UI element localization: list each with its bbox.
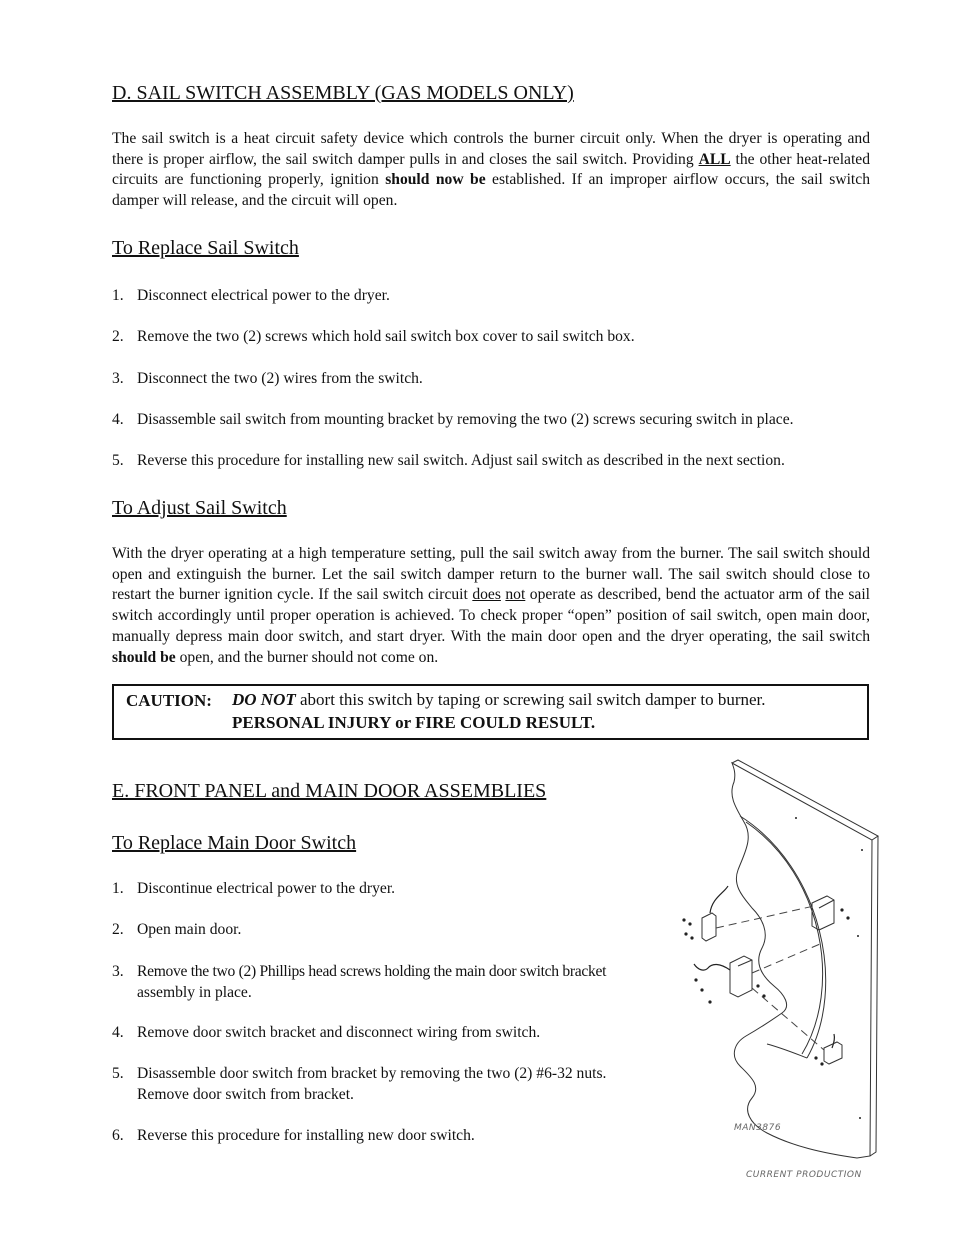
list-item: 4. Disassemble sail switch from mounting bracket by removing the two (2) screws securing switch in place. [112, 411, 794, 428]
list-item: 3. Remove the two (2) Phillips head screws holding the main door switch bracket assembly in place. [112, 963, 607, 1001]
figure-code: MAN3876 [734, 1123, 782, 1133]
adjust-sail-switch-heading: To Adjust Sail Switch [112, 497, 287, 519]
list-item: 6. Reverse this procedure for installing new door switch. [112, 1127, 475, 1144]
list-item: 4. Remove door switch bracket and disconnect wiring from switch. [112, 1024, 541, 1041]
caution-warning: PERSONAL INJURY or FIRE COULD RESULT. [232, 713, 596, 732]
list-item: 3. Disconnect the two (2) wires from the switch. [112, 370, 423, 387]
section-e-heading: E. FRONT PANEL and MAIN DOOR ASSEMBLIES [112, 780, 547, 802]
section-d-heading: D. SAIL SWITCH ASSEMBLY (GAS MODELS ONLY) [112, 82, 574, 104]
figure-caption: CURRENT PRODUCTION [746, 1170, 862, 1180]
caution-box [112, 684, 869, 740]
list-item: 1. Discontinue electrical power to the dryer. [112, 880, 396, 897]
caution-label: CAUTION: [126, 691, 212, 710]
list-item: 2. Open main door. [112, 921, 242, 938]
replace-sail-switch-heading: To Replace Sail Switch [112, 237, 299, 259]
adjust-sail-switch-text: With the dryer operating at a high temperature setting, pull the sail switch away from the burner. The sail switch should open and extinguish the burner. Let the sail switch damper return to the burner wall. The sail switch should close to restart the burner ignition cycle. If the sail switch circuit does not operate as described, bend the actuator arm of the sail switch accordingly until proper operation is achieved. To check proper “open” position of sail switch, open main door, manually depress main door switch, and start dryer. With the main door open and the dryer operating, the sail switch should be open, and the burner should not come on. [112, 545, 870, 666]
sail-switch-description: The sail switch is a heat circuit safety device which controls the burner circuit only. When the dryer is operating and there is proper airflow, the sail switch damper pulls in and closes the sail switch. Providing ALL the other heat-related circuits are functioning properly, ignition should now be established. If an improper airflow occurs, the sail switch damper will release, and the circuit will open. [112, 130, 870, 210]
list-item: 5. Reverse this procedure for installing new sail switch. Adjust sail switch as described in the next section. [112, 452, 785, 469]
replace-door-switch-heading: To Replace Main Door Switch [112, 832, 357, 854]
list-item: 1. Disconnect electrical power to the dryer. [112, 287, 390, 304]
list-item: 5. Disassemble door switch from bracket by removing the two (2) #6-32 nuts. Remove door switch from bracket. [112, 1065, 607, 1103]
list-item: 2. Remove the two (2) screws which hold sail switch box cover to sail switch box. [112, 328, 635, 345]
front-panel-drawing [672, 758, 882, 1183]
caution-text: DO NOT abort this switch by taping or screwing sail switch damper to burner. [232, 690, 766, 709]
